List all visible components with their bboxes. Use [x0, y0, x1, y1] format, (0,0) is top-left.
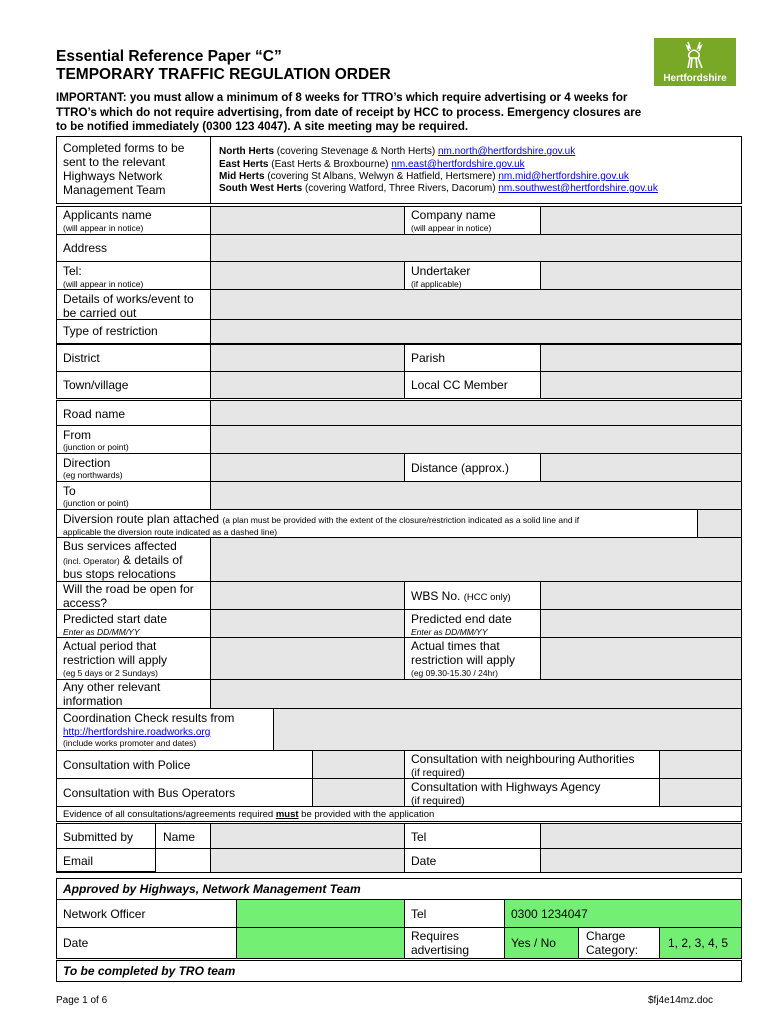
company-label: Company name [411, 208, 496, 222]
contacts-label: Completed forms to be sent to the relevant Highways Network Management Team [63, 141, 185, 197]
parish-label-cell [404, 344, 541, 372]
diversion-label: Diversion route plan attached [63, 512, 220, 526]
submitter-email-field[interactable] [210, 848, 405, 873]
diversion-note: (a plan must be provided with the extent of the closure/restriction indicated as a solid line and if [222, 515, 580, 525]
charge-category-field[interactable] [659, 927, 742, 959]
email-label: Email [63, 854, 94, 868]
tel2-label-cell [404, 823, 541, 849]
parish-label: Parish [411, 351, 446, 365]
approval-date-label-cell [56, 927, 237, 959]
neighbour-label: Consultation with neighbouring Authorities [411, 752, 635, 766]
important-notice [56, 91, 746, 135]
important-line-2: TTRO’s which do not require advertising, from date of receipt by HCC to process. Emergency closures are [56, 105, 642, 119]
bus-field[interactable] [210, 537, 742, 582]
restriction-field[interactable] [210, 319, 742, 344]
coord-label-cell [56, 708, 274, 751]
tro-header [56, 960, 742, 982]
wbs-note: (HCC only) [463, 592, 511, 603]
tro-title: To be completed by TRO team [63, 964, 236, 978]
coord-field[interactable] [273, 708, 742, 751]
contact-cover: (East Herts & Broxbourne) [271, 159, 389, 170]
contact-area: East Herts [219, 159, 269, 170]
name-label: Name [163, 830, 196, 844]
contacts-list [210, 136, 742, 204]
police-label: Consultation with Police [63, 758, 191, 772]
submitted-label: Submitted by [63, 830, 134, 844]
neighbour-note: (if required) [411, 767, 465, 779]
approval-date-label: Date [63, 936, 89, 950]
town-label-cell [56, 371, 211, 399]
important-line-3: to be notified immediately (0300 123 4047). A site meeting may be required. [56, 120, 469, 133]
details-label-cell [56, 289, 211, 320]
undertaker-label: Undertaker [411, 264, 471, 278]
bus-label-3: bus stops relocations [63, 567, 176, 581]
police-field[interactable] [312, 750, 405, 779]
contacts-label-cell [56, 136, 211, 204]
submitter-tel-field[interactable] [540, 823, 742, 849]
form-subtitle: TEMPORARY TRAFFIC REGULATION ORDER [56, 66, 391, 83]
address-label-cell [56, 234, 211, 262]
officer-label-cell [56, 899, 237, 928]
restriction-label: Type of restriction [63, 324, 158, 338]
to-field[interactable] [210, 481, 742, 510]
localcc-label: Local CC Member [411, 378, 508, 392]
tel-label-cell [56, 261, 211, 290]
requires-label-1: Requires [411, 929, 460, 943]
officer-field[interactable] [236, 899, 405, 928]
agency-field[interactable] [659, 778, 742, 807]
undertaker-note: (if applicable) [411, 279, 462, 289]
times-label-cell [404, 637, 541, 680]
wbs-field[interactable] [540, 581, 742, 610]
road-label-cell [56, 400, 211, 426]
district-field[interactable] [210, 344, 405, 372]
distance-label: Distance (approx.) [411, 461, 510, 475]
applicant-name-field[interactable] [210, 206, 405, 235]
approval-phone-field[interactable] [504, 899, 742, 928]
busops-label: Consultation with Bus Operators [63, 786, 236, 800]
approval-tel-label: Tel [411, 907, 427, 921]
wbs-label-cell [404, 581, 541, 610]
coord-label: Coordination Check results from [63, 711, 235, 725]
contact-southwest [219, 182, 658, 195]
applicant-note: (will appear in notice) [63, 223, 144, 233]
undertaker-label-cell [404, 261, 541, 290]
wbs-label-text: WBS No. [411, 589, 461, 603]
company-name-field[interactable] [540, 206, 742, 235]
contact-cover: (covering Watford, Three Rivers, Dacorum) [304, 183, 496, 194]
evidence-pre: Evidence of all consultations/agreements required [63, 809, 276, 820]
distance-label-cell [404, 453, 541, 482]
company-label-cell [404, 206, 541, 235]
evidence-cell [56, 806, 742, 822]
approval-phone: 0300 1234047 [511, 907, 588, 921]
neighbour-field[interactable] [659, 750, 742, 779]
email-link[interactable]: nm.southwest@hertfordshire.gov.uk [498, 183, 658, 194]
from-field[interactable] [210, 425, 742, 454]
start-date-field[interactable] [210, 609, 405, 638]
charge-label-1: Charge [586, 929, 626, 943]
tel-note: (will appear in notice) [63, 279, 144, 289]
officer-label: Network Officer [63, 907, 146, 921]
charge-categories: 1, 2, 3, 4, 5 [668, 936, 729, 950]
wbs-label [411, 590, 511, 604]
applicant-label: Applicants name [63, 208, 152, 222]
requires-label-2: advertising [411, 943, 470, 957]
busops-field[interactable] [312, 778, 405, 807]
yes-no-text: Yes / No [511, 936, 556, 950]
other-label-1: Any other relevant [63, 680, 161, 694]
access-label-2: access? [63, 596, 108, 610]
date-label: Date [411, 854, 437, 868]
other-field[interactable] [210, 679, 742, 709]
company-note: (will appear in notice) [411, 223, 492, 233]
file-name: $fj4e14mz.doc [648, 995, 714, 1006]
direction-label: Direction [63, 456, 111, 470]
district-label: District [63, 351, 100, 365]
tel-field[interactable] [210, 261, 405, 290]
to-label: To [63, 484, 76, 498]
approval-title: Approved by Highways, Network Management Team [63, 882, 361, 896]
agency-label-cell [404, 778, 660, 807]
to-label-cell [56, 481, 211, 510]
approval-tel-label-cell [404, 899, 505, 928]
contact-cover: (covering St Albans, Welwyn & Hatfield, Hertsmere) [267, 171, 496, 182]
bus-label-2 [63, 554, 182, 567]
hertfordshire-logo [654, 38, 736, 86]
localcc-label-cell [404, 371, 541, 399]
contact-area: Mid Herts [219, 171, 265, 182]
agency-label: Consultation with Highways Agency [411, 780, 601, 794]
details-field[interactable] [210, 289, 742, 320]
from-note: (junction or point) [63, 442, 129, 452]
diversion-note-2: applicable the diversion route indicated as a dashed line) [63, 527, 278, 537]
access-label-1: Will the road be open for [63, 582, 194, 596]
access-label-cell [56, 581, 211, 610]
details-label: Details of works/event to be carried out [63, 292, 194, 320]
contact-cover: (covering Stevenage & North Herts) [276, 146, 436, 157]
start-label: Predicted start date [63, 612, 168, 626]
diversion-label-line [63, 513, 579, 526]
diversion-field[interactable] [697, 509, 742, 538]
address-label: Address [63, 241, 108, 255]
approval-date-field[interactable] [236, 927, 405, 959]
coord-note: (include works promoter and dates) [63, 738, 197, 748]
start-label-cell [56, 609, 211, 638]
date-label-cell [404, 848, 541, 873]
submitter-date-field[interactable] [540, 848, 742, 873]
bus-label-1: Bus services affected [63, 539, 177, 553]
district-label-cell [56, 344, 211, 372]
undertaker-field[interactable] [540, 261, 742, 290]
bus-note: (incl. Operator) [63, 556, 120, 566]
times-label-2: restriction will apply [411, 653, 516, 667]
period-label-1: Actual period that [63, 639, 157, 653]
form-title: Essential Reference Paper “C” [56, 48, 282, 65]
submitter-name-field[interactable] [210, 823, 405, 849]
email-label-cell [56, 848, 211, 873]
agency-note: (if required) [411, 795, 465, 807]
restriction-label-cell [56, 319, 211, 344]
evidence-must: must [275, 809, 299, 820]
end-label-cell [404, 609, 541, 638]
stag-icon [678, 40, 712, 70]
neighbour-label-cell [404, 750, 660, 779]
contact-area: North Herts [219, 146, 275, 157]
police-label-cell [56, 750, 313, 779]
distance-field[interactable] [540, 453, 742, 482]
bus-label-cell [56, 537, 211, 582]
email-link[interactable]: nm.east@hertfordshire.gov.uk [391, 159, 525, 170]
logo-text: Hertfordshire [663, 73, 727, 84]
email-link[interactable]: nm.north@hertfordshire.gov.uk [437, 146, 576, 157]
end-date-field[interactable] [540, 609, 742, 638]
evidence-text [63, 808, 434, 821]
road-field[interactable] [210, 400, 742, 426]
parish-field[interactable] [540, 344, 742, 372]
direction-field[interactable] [210, 453, 405, 482]
contact-north [219, 145, 575, 158]
name-label-cell [155, 823, 211, 849]
road-label: Road name [63, 407, 126, 421]
busops-label-cell [56, 778, 313, 807]
evidence-post: be provided with the application [298, 809, 435, 820]
access-field[interactable] [210, 581, 405, 610]
to-note: (junction or point) [63, 498, 129, 508]
email-link[interactable]: nm.mid@hertfordshire.gov.uk [498, 171, 629, 182]
tel-label: Tel: [63, 264, 82, 278]
other-label-cell [56, 679, 211, 709]
requires-label-cell [404, 927, 505, 959]
period-note: (eg 5 days or 2 Sundays) [63, 668, 158, 678]
other-label-2: information [63, 694, 123, 708]
diversion-label-cell [56, 509, 698, 538]
roadworks-link[interactable]: http://hertfordshire.roadworks.org [63, 727, 211, 738]
period-label-2: restriction will apply [63, 653, 168, 667]
charge-label-2: Category: [586, 943, 639, 957]
advertising-yes-no[interactable] [504, 927, 579, 959]
page-number: Page 1 of 6 [56, 995, 108, 1006]
times-note: (eg 09.30-15.30 / 24hr) [411, 668, 498, 678]
end-note: Enter as DD/MM/YY [411, 627, 488, 637]
important-line-1: IMPORTANT: you must allow a minimum of 8 weeks for TTRO’s which require advertising or 4 weeks for [56, 91, 628, 104]
bus-label-2-text: & details of [123, 553, 183, 567]
charge-label-cell [578, 927, 660, 959]
period-label-cell [56, 637, 211, 680]
start-note: Enter as DD/MM/YY [63, 627, 140, 637]
times-field[interactable] [540, 637, 742, 680]
period-field[interactable] [210, 637, 405, 680]
town-field[interactable] [210, 371, 405, 399]
from-label: From [63, 428, 91, 442]
direction-note: (eg northwards) [63, 470, 123, 480]
address-field[interactable] [210, 234, 742, 262]
approval-header [56, 878, 742, 900]
localcc-field[interactable] [540, 371, 742, 399]
times-label-1: Actual times that [411, 639, 500, 653]
tel2-label: Tel [411, 830, 427, 844]
town-label: Town/village [63, 378, 129, 392]
direction-label-cell [56, 453, 211, 482]
applicant-label-cell [56, 206, 211, 235]
end-label: Predicted end date [411, 612, 512, 626]
contact-area: South West Herts [219, 183, 303, 194]
from-label-cell [56, 425, 211, 454]
